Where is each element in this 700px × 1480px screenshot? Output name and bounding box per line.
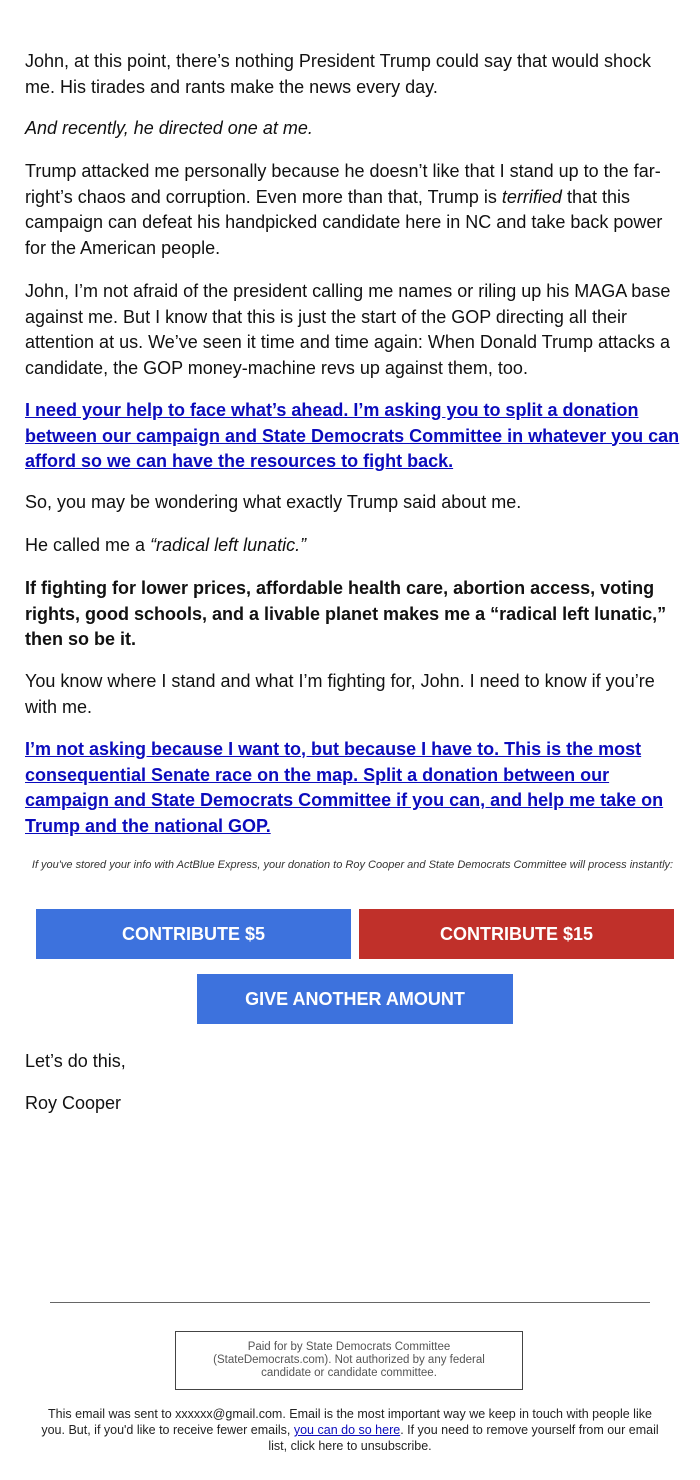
signature: Roy Cooper [25,1093,122,1113]
paragraph-recently [25,116,680,142]
footer-divider [50,1302,650,1303]
paragraph-called [25,533,680,559]
paragraph-with-me: You know where I stand and what I’m fighting for, John. I need to know if you’re with me. [25,671,655,717]
give-another-amount-button[interactable]: GIVE ANOTHER AMOUNT [197,974,513,1024]
paragraph-recently-text: And recently, he directed one at me. [25,118,313,138]
donate-link-help[interactable]: I need your help to face what’s ahead. I’m asking you to split a donation between our campaign and State Democrats Committee in whatever you can afford so we can have the resources to fight back. [25,400,680,471]
emphasis-quote: “radical left lunatic.” [150,535,307,555]
paragraph-link-senate [25,737,680,839]
paragraph-link-help [25,398,680,475]
emphasis-terrified: terrified [501,186,562,207]
paragraph-attack-a: Trump attacked me personally because he doesn’t like that I stand up to the far-right’s chaos and corruption. Even more than that, Trump is [25,161,661,207]
signoff: Let’s do this, [25,1051,126,1071]
contribute-15-button[interactable]: CONTRIBUTE $15 [359,909,674,959]
paragraph-called-a: He called me a [25,535,151,555]
paragraph-wondering: So, you may be wondering what exactly Trump said about me. [25,492,522,512]
footer-text-b: . If you need to remove yourself from our email list, click here to unsubscribe. [268,1423,659,1453]
paragraph-not-afraid: John, I’m not afraid of the president calling me names or riling up his MAGA base against me. But I know that this is just the start of the GOP directing all their attention at us. We’ve seen it time and time again: When Donald Trump attacks a candidate, the GOP money-machine revs up against them, too. [25,281,671,378]
paragraph-bold-statement: If fighting for lower prices, affordable health care, abortion access, voting rights, good schools, and a livable planet makes me a “radical left lunatic,” then so be it. [25,578,667,649]
fewer-emails-link[interactable]: you can do so here [293,1423,401,1437]
paid-for-disclaimer: Paid for by State Democrats Committee (StateDemocrats.com). Not authorized by any federal candidate or candidate committee. [175,1331,523,1390]
footer-text-a: This email was sent to xxxxxx@gmail.com. Email is the most important way we keep in touch with people like you. But, if you'd like to receive fewer emails, [41,1407,652,1437]
footer-text [40,1406,660,1454]
actblue-express-note: If you've stored your info with ActBlue Express, your donation to Roy Cooper and State Democrats Committee will process instantly: [31,859,674,871]
contribute-5-button[interactable]: CONTRIBUTE $5 [36,909,351,959]
donate-link-senate[interactable]: I’m not asking because I want to, but because I have to. This is the most consequential Senate race on the map. Split a donation between our campaign and State Democrats Committee if you can, and help me take on Trump and the national GOP. [25,739,664,836]
paragraph-attack-b: that this campaign can defeat his handpicked candidate here in NC and take back power for the American people. [25,186,663,258]
paragraph-intro: John, at this point, there’s nothing President Trump could say that would shock me. His tirades and rants make the news every day. [25,51,652,97]
paragraph-attack [25,159,680,261]
